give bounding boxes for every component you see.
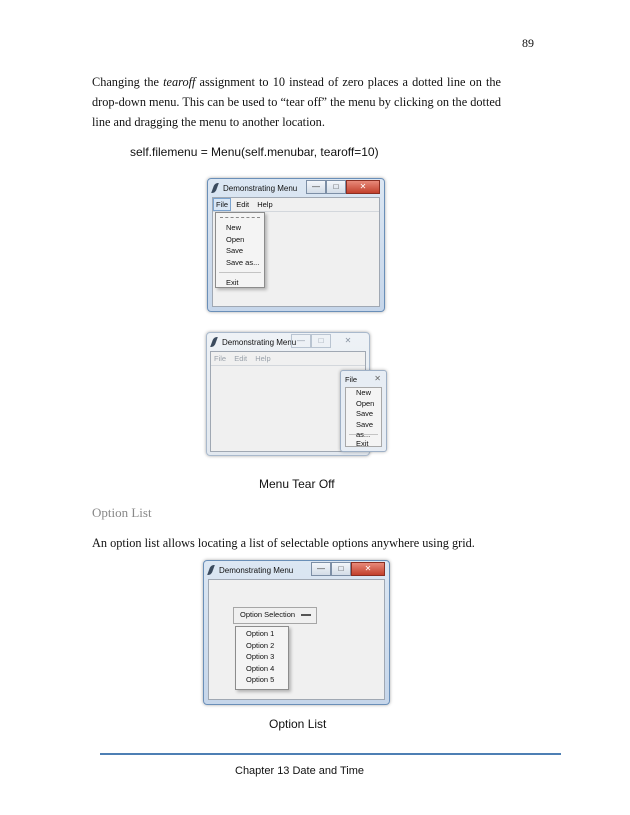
menu-item-new[interactable]: New	[226, 223, 242, 232]
menu-item-new[interactable]: New	[356, 388, 372, 397]
menu-help[interactable]: Help	[257, 200, 273, 209]
paragraph-text: assignment to 10 instead of zero places a dotted line on the drop-down menu. This can be used to “tear off” the menu by clicking on the dotted line and dragging the menu to another location.	[92, 75, 501, 129]
menu-edit[interactable]: Edit	[236, 200, 250, 209]
menu-item-save[interactable]: Save	[356, 409, 374, 418]
section-heading: Option List	[92, 505, 152, 520]
minimize-button[interactable]: —	[311, 562, 331, 576]
close-button[interactable]: ✕	[351, 562, 385, 576]
tk-feather-icon	[210, 337, 218, 347]
option-selection-button[interactable]	[233, 607, 317, 624]
option-indicator-icon	[301, 614, 311, 616]
window-option-list	[203, 560, 390, 705]
tk-feather-icon	[211, 183, 219, 193]
option-list-dropdown	[235, 626, 289, 690]
close-button[interactable]: ✕	[344, 336, 352, 345]
option-item[interactable]: Option 2	[246, 640, 275, 650]
caption-menu-tear-off: Menu Tear Off	[259, 477, 335, 491]
tearoff-term: tearoff	[163, 75, 196, 89]
maximize-button[interactable]: □	[311, 334, 331, 348]
paragraph-tearoff	[92, 72, 501, 132]
menubar	[211, 352, 365, 366]
menu-item-exit[interactable]: Exit	[226, 278, 239, 287]
menubar	[213, 198, 379, 212]
torn-menu-title: File	[345, 375, 358, 384]
window-client	[212, 197, 380, 307]
menu-help[interactable]: Help	[255, 354, 271, 363]
option-item[interactable]: Option 4	[246, 663, 275, 673]
title-bar[interactable]	[208, 179, 384, 197]
title-bar[interactable]	[207, 333, 369, 351]
menu-separator	[219, 272, 261, 273]
menu-file[interactable]: File	[213, 198, 231, 211]
menu-item-open[interactable]: Open	[356, 398, 375, 408]
paragraph-option-list: An option list allows locating a list of selectable options anywhere using grid.	[92, 536, 475, 550]
footer-chapter: Chapter 13 Date and Time	[235, 765, 365, 777]
close-icon[interactable]: ✕	[374, 374, 381, 383]
window-title: Demonstrating Menu	[219, 566, 294, 575]
paragraph-text: Changing the	[92, 75, 164, 89]
menu-item-exit[interactable]: Exit	[356, 439, 369, 448]
menu-item-save-as[interactable]: Save as...	[356, 419, 374, 439]
window-menu-dropdown	[207, 178, 385, 312]
window-title: Demonstrating Menu	[222, 338, 297, 347]
maximize-button[interactable]: □	[326, 180, 346, 194]
minimize-button[interactable]: —	[306, 180, 326, 194]
close-button[interactable]: ✕	[346, 180, 380, 194]
tearoff-line[interactable]	[220, 217, 260, 219]
torn-off-file-menu[interactable]	[340, 370, 387, 452]
window-title: Demonstrating Menu	[223, 184, 298, 193]
option-item[interactable]: Option 1	[246, 629, 275, 638]
menu-edit[interactable]: Edit	[234, 354, 248, 363]
footer-rule	[100, 753, 561, 755]
title-bar[interactable]	[204, 561, 389, 579]
torn-menu-body	[345, 387, 382, 447]
menu-item-save[interactable]: Save	[226, 246, 244, 255]
option-item[interactable]: Option 3	[246, 652, 275, 661]
maximize-button[interactable]: □	[331, 562, 351, 576]
page-number: 89	[522, 36, 534, 50]
file-dropdown	[215, 212, 265, 288]
window-client	[208, 579, 385, 700]
tk-feather-icon	[207, 565, 215, 575]
menu-item-open[interactable]: Open	[226, 234, 245, 244]
menu-item-save-as[interactable]: Save as...	[226, 257, 260, 267]
code-line: self.filemenu = Menu(self.menubar, tearoff=10)	[130, 145, 379, 159]
caption-option-list: Option List	[269, 717, 327, 731]
menu-file[interactable]: File	[214, 354, 227, 363]
option-button-label: Option Selection	[240, 610, 296, 619]
minimize-button[interactable]: —	[291, 334, 311, 348]
option-item[interactable]: Option 5	[246, 675, 275, 684]
